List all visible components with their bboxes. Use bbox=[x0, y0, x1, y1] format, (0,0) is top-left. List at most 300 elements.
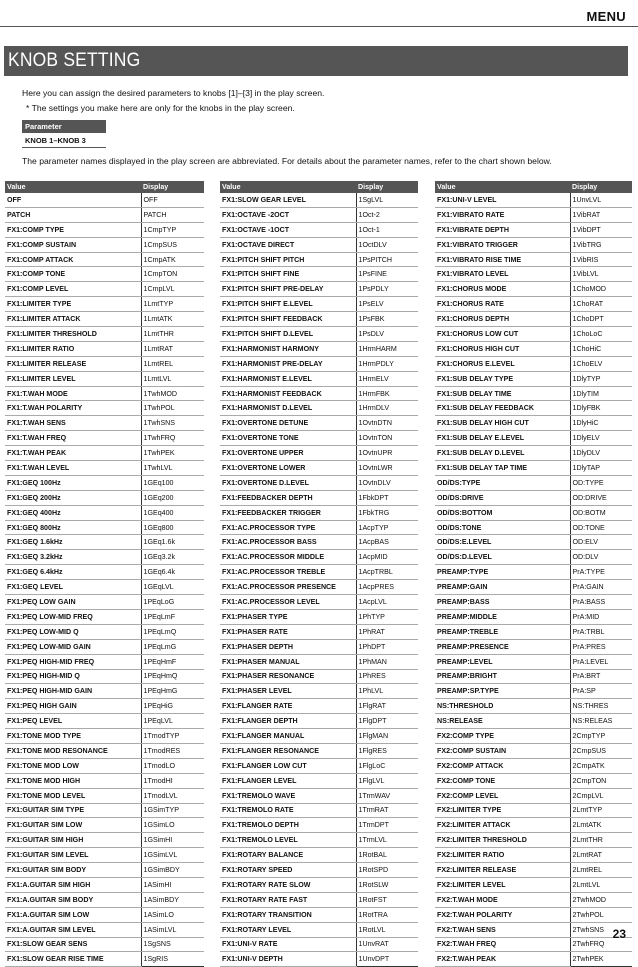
parameter-value-cell: FX1:T.WAH MODE bbox=[5, 386, 141, 401]
display-abbreviation-cell: 1GEq400 bbox=[141, 505, 204, 520]
display-abbreviation-cell: 2TwhPOL bbox=[570, 907, 632, 922]
table-row bbox=[220, 758, 418, 773]
parameter-value-cell: FX1:LIMITER LEVEL bbox=[5, 371, 141, 386]
parameter-value-cell: FX1:T.WAH PEAK bbox=[5, 446, 141, 461]
parameter-value-cell: FX1:CHORUS HIGH CUT bbox=[435, 341, 570, 356]
parameter-value-cell: FX1:TONE MOD LEVEL bbox=[5, 788, 141, 803]
parameter-value-cell: FX2:T.WAH SENS bbox=[435, 922, 570, 937]
table-row bbox=[435, 654, 632, 669]
display-abbreviation-cell: 1UnvRAT bbox=[356, 937, 418, 952]
table-row bbox=[435, 595, 632, 610]
table-row bbox=[5, 714, 204, 729]
parameter-value-cell: FX1:LIMITER RATIO bbox=[5, 341, 141, 356]
display-abbreviation-cell: 1ASimBDY bbox=[141, 892, 204, 907]
table-row bbox=[5, 877, 204, 892]
parameter-value-cell: FX2:COMP ATTACK bbox=[435, 758, 570, 773]
display-abbreviation-cell: 1FlgDPT bbox=[356, 714, 418, 729]
parameter-value-cell: FX1:COMP TONE bbox=[5, 267, 141, 282]
value-table-2 bbox=[220, 181, 418, 967]
display-abbreviation-cell: 1CmpSUS bbox=[141, 237, 204, 252]
table-row bbox=[435, 773, 632, 788]
table-row bbox=[220, 446, 418, 461]
parameter-value-cell: FX1:GUITAR SIM TYPE bbox=[5, 803, 141, 818]
display-abbreviation-cell: 1TrmLVL bbox=[356, 833, 418, 848]
table-row bbox=[5, 892, 204, 907]
table-row bbox=[5, 475, 204, 490]
parameter-value-cell: FX1:GEQ 800Hz bbox=[5, 520, 141, 535]
table-row bbox=[5, 818, 204, 833]
display-abbreviation-cell: 1GEq6.4k bbox=[141, 565, 204, 580]
table-row bbox=[220, 505, 418, 520]
table-row bbox=[435, 461, 632, 476]
table-row bbox=[220, 193, 418, 207]
table-row bbox=[5, 624, 204, 639]
display-abbreviation-cell: 1OvtnDLV bbox=[356, 475, 418, 490]
parameter-value-cell: FX1:PEQ LOW GAIN bbox=[5, 595, 141, 610]
display-abbreviation-cell: 1LmtTHR bbox=[141, 327, 204, 342]
display-abbreviation-cell: 1TrmRAT bbox=[356, 803, 418, 818]
table-row bbox=[220, 624, 418, 639]
display-abbreviation-cell: 1OvtnDTN bbox=[356, 416, 418, 431]
parameter-value-cell: PREAMP:BASS bbox=[435, 595, 570, 610]
display-abbreviation-cell: 1HrmELV bbox=[356, 371, 418, 386]
parameter-value-cell: FX1:TONE MOD RESONANCE bbox=[5, 743, 141, 758]
parameter-value-cell: OD/DS:DRIVE bbox=[435, 490, 570, 505]
parameter-value-cell: FX1:UNI-V LEVEL bbox=[435, 193, 570, 207]
table-row bbox=[220, 818, 418, 833]
display-abbreviation-cell: 1CmpTON bbox=[141, 267, 204, 282]
parameter-value-cell: PREAMP:LEVEL bbox=[435, 654, 570, 669]
table-row bbox=[220, 416, 418, 431]
table-row bbox=[220, 877, 418, 892]
table-row bbox=[435, 669, 632, 684]
table-row bbox=[5, 580, 204, 595]
table-row bbox=[5, 297, 204, 312]
display-abbreviation-cell: 1GSimBDY bbox=[141, 863, 204, 878]
table-row bbox=[220, 475, 418, 490]
parameter-value-cell: OD/DS:TYPE bbox=[435, 475, 570, 490]
parameter-value-cell: FX1:SUB DELAY TAP TIME bbox=[435, 461, 570, 476]
display-abbreviation-cell: 1Oct-2 bbox=[356, 207, 418, 222]
parameter-value-cell: FX1:HARMONIST PRE-DELAY bbox=[220, 356, 356, 371]
parameter-value-cell: FX1:GEQ 400Hz bbox=[5, 505, 141, 520]
table-row bbox=[435, 550, 632, 565]
display-abbreviation-cell: 1PEqLmF bbox=[141, 609, 204, 624]
parameter-value-cell: FX1:COMP LEVEL bbox=[5, 282, 141, 297]
table-row bbox=[5, 699, 204, 714]
parameter-value-cell: FX1:FLANGER LEVEL bbox=[220, 773, 356, 788]
display-abbreviation-cell: 1AcpPRES bbox=[356, 580, 418, 595]
display-abbreviation-cell: PrA:TRBL bbox=[570, 624, 632, 639]
display-abbreviation-cell: 1VibTRG bbox=[570, 237, 632, 252]
display-abbreviation-cell: 1CmpATK bbox=[141, 252, 204, 267]
display-abbreviation-cell: 2TwhSNS bbox=[570, 922, 632, 937]
parameter-value-cell: FX1:VIBRATE DEPTH bbox=[435, 222, 570, 237]
table-row bbox=[435, 401, 632, 416]
display-abbreviation-cell: 1GEq200 bbox=[141, 490, 204, 505]
table-row bbox=[435, 639, 632, 654]
display-abbreviation-cell: 1VibRAT bbox=[570, 207, 632, 222]
display-abbreviation-cell: PrA:MID bbox=[570, 609, 632, 624]
display-abbreviation-cell: 1PsDLV bbox=[356, 327, 418, 342]
parameter-value-cell: PREAMP:TYPE bbox=[435, 565, 570, 580]
parameter-value-cell: FX1:PEQ LOW-MID FREQ bbox=[5, 609, 141, 624]
parameter-value-cell: FX1:TREMOLO RATE bbox=[220, 803, 356, 818]
display-abbreviation-cell: 1TwhMOD bbox=[141, 386, 204, 401]
display-abbreviation-cell: 1ASimLO bbox=[141, 907, 204, 922]
table-row bbox=[220, 729, 418, 744]
table-row bbox=[220, 937, 418, 952]
parameter-value-cell: PREAMP:BRIGHT bbox=[435, 669, 570, 684]
display-abbreviation-cell: 1GSimTYP bbox=[141, 803, 204, 818]
parameter-value-cell: FX1:CHORUS MODE bbox=[435, 282, 570, 297]
table-row bbox=[435, 371, 632, 386]
display-abbreviation-cell: 1Oct-1 bbox=[356, 222, 418, 237]
table-row bbox=[220, 848, 418, 863]
parameter-value-cell: FX1:LIMITER TYPE bbox=[5, 297, 141, 312]
section-banner bbox=[4, 46, 628, 76]
parameter-value-cell: FX1:CHORUS RATE bbox=[435, 297, 570, 312]
table-row bbox=[220, 267, 418, 282]
table-row bbox=[435, 207, 632, 222]
display-abbreviation-cell: 1TmodHI bbox=[141, 773, 204, 788]
table-row bbox=[435, 386, 632, 401]
display-abbreviation-cell: PrA:BRT bbox=[570, 669, 632, 684]
display-abbreviation-cell: 1PsPDLY bbox=[356, 282, 418, 297]
parameter-value-cell: FX1:GUITAR SIM LEVEL bbox=[5, 848, 141, 863]
display-abbreviation-cell: 1TmodLVL bbox=[141, 788, 204, 803]
display-abbreviation-cell: 1GSimLO bbox=[141, 818, 204, 833]
table-row bbox=[5, 565, 204, 580]
display-abbreviation-cell: 1OctDLV bbox=[356, 237, 418, 252]
display-abbreviation-cell: 1RotSLW bbox=[356, 877, 418, 892]
table-row bbox=[220, 714, 418, 729]
table-row bbox=[435, 624, 632, 639]
display-abbreviation-cell: 2CmpSUS bbox=[570, 743, 632, 758]
table-row bbox=[5, 222, 204, 237]
display-abbreviation-cell: NS:THRES bbox=[570, 699, 632, 714]
table-row bbox=[220, 207, 418, 222]
display-abbreviation-cell: 2CmpLVL bbox=[570, 788, 632, 803]
display-abbreviation-cell: 1RotSPD bbox=[356, 863, 418, 878]
display-abbreviation-cell: 1LmtATK bbox=[141, 312, 204, 327]
parameter-value-cell: FX1:ROTARY TRANSITION bbox=[220, 907, 356, 922]
table-row bbox=[435, 699, 632, 714]
display-abbreviation-cell: 1HrmDLV bbox=[356, 401, 418, 416]
display-abbreviation-cell: 2LmtREL bbox=[570, 863, 632, 878]
table-row bbox=[5, 327, 204, 342]
parameter-value-cell: PREAMP:MIDDLE bbox=[435, 609, 570, 624]
parameter-value-cell: FX1:PEQ HIGH-MID FREQ bbox=[5, 654, 141, 669]
table-row bbox=[220, 907, 418, 922]
table-row bbox=[435, 282, 632, 297]
display-abbreviation-cell: 1UnvDPT bbox=[356, 952, 418, 967]
table-row bbox=[220, 773, 418, 788]
value-column-header: Value bbox=[5, 181, 141, 193]
parameter-value-cell: FX1:TREMOLO DEPTH bbox=[220, 818, 356, 833]
display-abbreviation-cell: 1PEqLmG bbox=[141, 639, 204, 654]
parameter-value-cell: FX1:GEQ 3.2kHz bbox=[5, 550, 141, 565]
parameter-value-cell: FX1:TONE MOD HIGH bbox=[5, 773, 141, 788]
display-abbreviation-cell: 1DlyFBK bbox=[570, 401, 632, 416]
display-abbreviation-cell: 1FbkDPT bbox=[356, 490, 418, 505]
display-abbreviation-cell: 1AcpMID bbox=[356, 550, 418, 565]
display-abbreviation-cell: 1PsELV bbox=[356, 297, 418, 312]
display-abbreviation-cell: 1GEq800 bbox=[141, 520, 204, 535]
display-abbreviation-cell: 1TmodLO bbox=[141, 758, 204, 773]
table-row bbox=[220, 595, 418, 610]
display-abbreviation-cell: 1GEq100 bbox=[141, 475, 204, 490]
parameter-value-cell: FX1:GUITAR SIM HIGH bbox=[5, 833, 141, 848]
parameter-value-cell: FX1:PITCH SHIFT PITCH bbox=[220, 252, 356, 267]
display-abbreviation-cell: 1TwhLVL bbox=[141, 461, 204, 476]
table-row bbox=[5, 312, 204, 327]
table-row bbox=[5, 654, 204, 669]
display-abbreviation-cell: 1SgLVL bbox=[356, 193, 418, 207]
parameter-value-cell: FX1:PHASER LEVEL bbox=[220, 684, 356, 699]
display-abbreviation-cell: 1VibRIS bbox=[570, 252, 632, 267]
table-row bbox=[5, 431, 204, 446]
header-rule bbox=[0, 26, 638, 27]
display-abbreviation-cell: OFF bbox=[141, 193, 204, 207]
display-abbreviation-cell: 1OvtnUPR bbox=[356, 446, 418, 461]
table-row bbox=[220, 609, 418, 624]
table-row bbox=[5, 863, 204, 878]
table-row bbox=[220, 699, 418, 714]
parameter-value-cell: OD/DS:E.LEVEL bbox=[435, 535, 570, 550]
table-row bbox=[5, 773, 204, 788]
table-row bbox=[5, 505, 204, 520]
display-abbreviation-cell: PrA:BASS bbox=[570, 595, 632, 610]
display-abbreviation-cell: 1TmodTYP bbox=[141, 729, 204, 744]
display-abbreviation-cell: 1ChoLoC bbox=[570, 327, 632, 342]
display-abbreviation-cell: 1PsPITCH bbox=[356, 252, 418, 267]
display-abbreviation-cell: 1RotBAL bbox=[356, 848, 418, 863]
table-row bbox=[5, 535, 204, 550]
table-row bbox=[220, 863, 418, 878]
parameter-value-cell: FX1:AC.PROCESSOR TYPE bbox=[220, 520, 356, 535]
table-row bbox=[220, 639, 418, 654]
table-row bbox=[435, 714, 632, 729]
table-row bbox=[435, 833, 632, 848]
parameter-value-cell: FX1:SLOW GEAR SENS bbox=[5, 937, 141, 952]
table-row bbox=[5, 237, 204, 252]
parameter-value-cell: FX1:HARMONIST HARMONY bbox=[220, 341, 356, 356]
display-abbreviation-cell: 1ChoDPT bbox=[570, 312, 632, 327]
display-abbreviation-cell: 2LmtTHR bbox=[570, 833, 632, 848]
table-row bbox=[220, 654, 418, 669]
display-abbreviation-cell: 1AcpBAS bbox=[356, 535, 418, 550]
display-abbreviation-cell: PrA:LEVEL bbox=[570, 654, 632, 669]
table-row bbox=[220, 282, 418, 297]
display-abbreviation-cell: 1PEqLoG bbox=[141, 595, 204, 610]
parameter-value-cell: FX1:AC.PROCESSOR BASS bbox=[220, 535, 356, 550]
abbreviation-note: The parameter names displayed in the play screen are abbreviated. For details about the parameter names, refer to the chart shown below. bbox=[22, 156, 552, 166]
table-row bbox=[220, 788, 418, 803]
table-row bbox=[5, 207, 204, 222]
parameter-value-cell: FX1:OVERTONE LOWER bbox=[220, 461, 356, 476]
display-abbreviation-cell: 1VibDPT bbox=[570, 222, 632, 237]
display-abbreviation-cell: 2CmpATK bbox=[570, 758, 632, 773]
display-abbreviation-cell: 1DlyHiC bbox=[570, 416, 632, 431]
table-row bbox=[5, 520, 204, 535]
table-row bbox=[5, 267, 204, 282]
parameter-value-cell: FX1:PHASER DEPTH bbox=[220, 639, 356, 654]
parameter-value-cell: FX1:VIBRATO RISE TIME bbox=[435, 252, 570, 267]
table-row bbox=[5, 803, 204, 818]
parameter-value-cell: PATCH bbox=[5, 207, 141, 222]
table-row bbox=[5, 446, 204, 461]
parameter-value-cell: FX1:OCTAVE -2OCT bbox=[220, 207, 356, 222]
table-row bbox=[435, 580, 632, 595]
display-abbreviation-cell: 1FlgLVL bbox=[356, 773, 418, 788]
display-abbreviation-cell: PrA:PRES bbox=[570, 639, 632, 654]
table-row bbox=[220, 386, 418, 401]
parameter-value-cell: FX1:PEQ HIGH-MID GAIN bbox=[5, 684, 141, 699]
display-abbreviation-cell: 2LmtTYP bbox=[570, 803, 632, 818]
value-table-3 bbox=[435, 181, 632, 967]
table-row bbox=[5, 252, 204, 267]
display-column-header: Display bbox=[141, 181, 204, 193]
table-row bbox=[220, 341, 418, 356]
table-row bbox=[220, 892, 418, 907]
display-abbreviation-cell: 1FlgRAT bbox=[356, 699, 418, 714]
display-abbreviation-cell: 1PEqHiG bbox=[141, 699, 204, 714]
table-row bbox=[220, 297, 418, 312]
table-row bbox=[435, 341, 632, 356]
display-abbreviation-cell: 1DlyELV bbox=[570, 431, 632, 446]
display-abbreviation-cell: 1PhMAN bbox=[356, 654, 418, 669]
parameter-value-cell: FX1:FLANGER RATE bbox=[220, 699, 356, 714]
display-column-header: Display bbox=[570, 181, 632, 193]
table-row bbox=[435, 863, 632, 878]
parameter-value-cell: FX1:OCTAVE -1OCT bbox=[220, 222, 356, 237]
display-abbreviation-cell: 2LmtATK bbox=[570, 818, 632, 833]
table-row bbox=[435, 952, 632, 967]
table-row bbox=[220, 252, 418, 267]
table-row bbox=[5, 193, 204, 207]
parameter-value-cell: FX1:COMP ATTACK bbox=[5, 252, 141, 267]
table-row bbox=[220, 222, 418, 237]
parameter-value-cell: FX1:PEQ LOW-MID GAIN bbox=[5, 639, 141, 654]
table-row bbox=[435, 490, 632, 505]
display-abbreviation-cell: 1GSimHI bbox=[141, 833, 204, 848]
table-row bbox=[435, 237, 632, 252]
display-abbreviation-cell: 1TrmDPT bbox=[356, 818, 418, 833]
display-abbreviation-cell: 2LmtRAT bbox=[570, 848, 632, 863]
parameter-value-cell: FX1:VIBRATO TRIGGER bbox=[435, 237, 570, 252]
parameter-value-cell: FX1:T.WAH FREQ bbox=[5, 431, 141, 446]
table-row bbox=[220, 952, 418, 967]
table-row bbox=[435, 922, 632, 937]
parameter-value-cell: FX1:ROTARY BALANCE bbox=[220, 848, 356, 863]
table-row bbox=[435, 729, 632, 744]
parameter-value-cell: FX1:FLANGER DEPTH bbox=[220, 714, 356, 729]
parameter-value-cell: FX2:LIMITER LEVEL bbox=[435, 877, 570, 892]
display-abbreviation-cell: PATCH bbox=[141, 207, 204, 222]
display-abbreviation-cell: 1SgRIS bbox=[141, 952, 204, 967]
parameter-value-cell: FX1:FLANGER RESONANCE bbox=[220, 743, 356, 758]
parameter-value-cell: FX1:A.GUITAR SIM LEVEL bbox=[5, 922, 141, 937]
section-title: KNOB SETTING bbox=[8, 50, 141, 71]
display-abbreviation-cell: 1AcpTYP bbox=[356, 520, 418, 535]
parameter-value-cell: FX1:OVERTONE DETUNE bbox=[220, 416, 356, 431]
table-row bbox=[5, 371, 204, 386]
table-row bbox=[5, 833, 204, 848]
table-row bbox=[220, 237, 418, 252]
parameter-value-cell: FX1:AC.PROCESSOR LEVEL bbox=[220, 595, 356, 610]
parameter-value-cell: FX2:COMP TONE bbox=[435, 773, 570, 788]
parameter-value-cell: FX1:SLOW GEAR LEVEL bbox=[220, 193, 356, 207]
display-abbreviation-cell: 1ChoELV bbox=[570, 356, 632, 371]
display-abbreviation-cell: OD:TYPE bbox=[570, 475, 632, 490]
display-abbreviation-cell: 1TrmWAV bbox=[356, 788, 418, 803]
display-abbreviation-cell: 1RotFST bbox=[356, 892, 418, 907]
display-abbreviation-cell: PrA:GAIN bbox=[570, 580, 632, 595]
parameter-value-cell: FX1:SUB DELAY TIME bbox=[435, 386, 570, 401]
parameter-value-cell: FX2:LIMITER TYPE bbox=[435, 803, 570, 818]
display-abbreviation-cell: 1UnvLVL bbox=[570, 193, 632, 207]
parameter-value-cell: FX1:VIBRATO LEVEL bbox=[435, 267, 570, 282]
table-row bbox=[435, 892, 632, 907]
display-abbreviation-cell: 1LmtREL bbox=[141, 356, 204, 371]
table-row bbox=[435, 788, 632, 803]
parameter-value-cell: FX1:PITCH SHIFT FEEDBACK bbox=[220, 312, 356, 327]
table-row bbox=[220, 312, 418, 327]
table-row bbox=[220, 743, 418, 758]
parameter-value-cell: FX1:ROTARY SPEED bbox=[220, 863, 356, 878]
display-abbreviation-cell: 1RotLVL bbox=[356, 922, 418, 937]
display-abbreviation-cell: OD:BOTM bbox=[570, 505, 632, 520]
parameter-value-cell: FX1:AC.PROCESSOR MIDDLE bbox=[220, 550, 356, 565]
display-abbreviation-cell: OD:ELV bbox=[570, 535, 632, 550]
parameter-value-cell: FX1:PITCH SHIFT E.LEVEL bbox=[220, 297, 356, 312]
table-row bbox=[5, 669, 204, 684]
display-abbreviation-cell: 1GEq1.6k bbox=[141, 535, 204, 550]
table-row bbox=[435, 565, 632, 580]
parameter-value-cell: FX1:PEQ LEVEL bbox=[5, 714, 141, 729]
intro-line-1: Here you can assign the desired parameters to knobs [1]–[3] in the play screen. bbox=[22, 88, 325, 98]
parameter-value-cell: FX2:T.WAH POLARITY bbox=[435, 907, 570, 922]
display-abbreviation-cell: 1VibLVL bbox=[570, 267, 632, 282]
table-row bbox=[220, 327, 418, 342]
display-abbreviation-cell: 1CmpTYP bbox=[141, 222, 204, 237]
table-row bbox=[220, 520, 418, 535]
display-abbreviation-cell: 1FbkTRG bbox=[356, 505, 418, 520]
table-row bbox=[5, 684, 204, 699]
parameter-value-cell: FX1:PHASER MANUAL bbox=[220, 654, 356, 669]
parameter-value-cell: OFF bbox=[5, 193, 141, 207]
display-abbreviation-cell: PrA:TYPE bbox=[570, 565, 632, 580]
parameter-value-cell: FX1:SUB DELAY TYPE bbox=[435, 371, 570, 386]
table-row bbox=[435, 356, 632, 371]
parameter-value-cell: FX1:UNI-V DEPTH bbox=[220, 952, 356, 967]
parameter-value-cell: FX2:LIMITER RATIO bbox=[435, 848, 570, 863]
display-abbreviation-cell: 1CmpLVL bbox=[141, 282, 204, 297]
parameter-value-cell: FX1:ROTARY LEVEL bbox=[220, 922, 356, 937]
parameter-value-cell: FX1:GEQ LEVEL bbox=[5, 580, 141, 595]
table-row bbox=[5, 401, 204, 416]
table-row bbox=[5, 490, 204, 505]
display-abbreviation-cell: 1DlyTAP bbox=[570, 461, 632, 476]
display-abbreviation-cell: 1TwhFRQ bbox=[141, 431, 204, 446]
parameter-value-cell: FX1:A.GUITAR SIM HIGH bbox=[5, 877, 141, 892]
table-row bbox=[435, 312, 632, 327]
table-row bbox=[435, 267, 632, 282]
display-abbreviation-cell: 2TwhPEK bbox=[570, 952, 632, 967]
table-row bbox=[5, 639, 204, 654]
table-row bbox=[5, 788, 204, 803]
